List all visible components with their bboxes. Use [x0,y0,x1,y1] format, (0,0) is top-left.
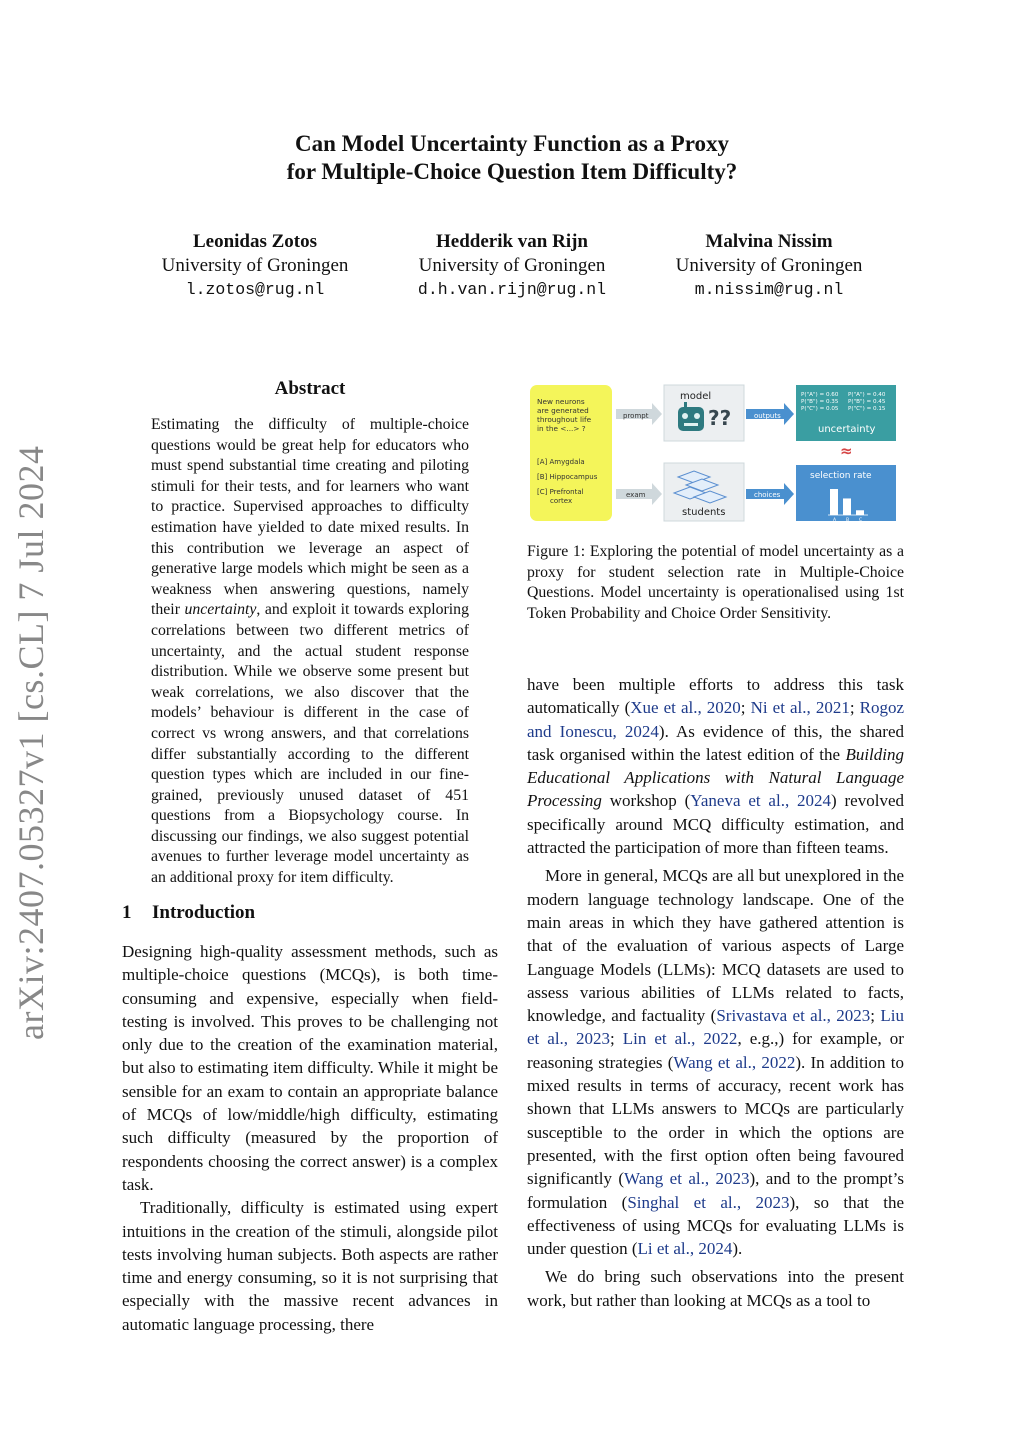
abstract-heading: Abstract [274,378,346,399]
text-run: ). In addition to mixed results in terms of accuracy, recent work has shown that LLMs answers to MCQs are particularly susceptible to the order in which the options are presented, with the first option often being favoured significantly ( [527,1052,904,1189]
author-name: Malvina Nissim [705,231,833,252]
selection-bar-c [856,510,864,515]
paper-title [0,130,1024,186]
exam-label: exam [626,491,646,499]
right-column [527,673,904,1312]
citation-link[interactable]: Wang et al., 2022 [673,1052,796,1072]
answer-options: [A] Amygdala [B] Hippocampus [C] Prefrontal cortex [537,458,598,505]
text-run: ), so that the effectiveness of using MCQs for evaluating LLMs is under question ( [527,1192,905,1259]
bar-label-c: C [859,518,863,523]
text-run: ). [732,1239,743,1259]
arxiv-stamp: arXiv:2407.05327v1 [cs.CL] 7 Jul 2024 [11,445,51,1040]
text-run: have been multiple efforts to address this task automatically ( [527,675,904,718]
model-label: model [680,391,712,402]
text-run: workshop ( [601,791,691,811]
abstract-emphasis: uncertainty [184,601,257,619]
author-block [115,230,395,302]
citation-link[interactable]: Liu et al., 2023 [527,1006,904,1049]
approx-symbol: ≈ [840,442,853,460]
paragraph: We do bring such observations into the present work, but rather than looking at MCQs as a tool to [527,1267,904,1310]
citation-link[interactable]: Singhal et al., 2023 [627,1192,790,1212]
choices-label: choices [754,491,781,499]
prompt-label: prompt [623,412,649,420]
outputs-label: outputs [754,412,781,420]
text-run: ; [740,698,751,718]
selection-bar-b [843,498,851,515]
text-run: ). As evidence of this, the shared task organised within the latest edition of the [527,721,904,764]
author-block [629,230,909,302]
uncertainty-label: uncertainty [818,424,876,435]
citation-link[interactable]: Srivastava et al., 2023 [716,1006,871,1026]
text-run: ; [610,1029,623,1049]
author-affiliation: University of Groningen [418,255,606,276]
probabilities-left: P("A") = 0.60 P("B") = 0.35 P("C") = 0.05 [801,392,839,412]
author-name: Leonidas Zotos [192,231,318,252]
selection-bar-a [830,489,838,515]
text-run: ; [849,698,860,718]
question-text: New neurons are generated throughout life in the <...> ? [537,397,592,433]
author-affiliation: University of Groningen [161,255,349,276]
paragraph: Traditionally, difficulty is estimated using expert intuitions in the creation of the stimuli, alongside pilot tests involving human subjects. Both aspects are rather time and energy consuming, so it is not surprising that especially with the massive recent advances in automatic language processing, there [122,1198,498,1334]
author-email[interactable]: l.zotos@rug.nl [185,280,325,299]
author-email[interactable]: d.h.van.rijn@rug.nl [417,280,607,299]
text-run: , e.g.,) for example, or reasoning strategies ( [527,1029,904,1072]
title-line-2: for Multiple-Choice Question Item Difficulty? [286,159,738,184]
paragraph [527,864,904,1260]
citation-link[interactable]: Xue et al., 2020 [630,698,741,718]
section-number: 1 [122,902,132,923]
author-email[interactable]: m.nissim@rug.nl [694,280,844,299]
author-name: Hedderik van Rijn [435,231,589,252]
question-marks: ?? [708,406,732,430]
workshop-name: Building Educational Applications with Natural Language Processing [527,744,904,811]
abstract-part-b: , and exploit it towards exploring correlations between two different metrics of uncertainty, and the actual student response distribution. While we observe some present but weak correlations, we also discover that the models’ behaviour is different in the case of correct vs wrong answers, and that correlations differ substantially according to the different question types which are included in our fine-grained, previously unused dataset of 451 questions from a Biopsychology course. In discussing our findings, we also suggest potential avenues to further leverage model uncertainty as an additional proxy for item difficulty. [151,601,469,887]
citation-link[interactable]: Rogoz and Ionescu, 2024 [527,698,905,741]
figure-1 [528,381,898,527]
citation-link[interactable]: Ni et al., 2021 [750,698,850,718]
citation-link[interactable]: Yaneva et al., 2024 [690,791,832,811]
figure-caption: Figure 1: Exploring the potential of model uncertainty as a proxy for student selection rate in Multiple-Choice Questions. Model uncertainty is operationalised using 1st Token Probability and Choice Order Sensitivity. [527,543,904,622]
left-column [122,940,498,1336]
text-run: ) revolved specifically around MCQ difficulty estimation, and attracted the participation of more than fifteen teams. [527,791,904,858]
abstract-text [151,415,469,889]
text-run: More in general, MCQs are all but unexplored in the modern language technology landscape. One of the main areas in which they have gathered attention is that of the evaluation of various aspects of Large Language Models (LLMs): MCQ datasets are used to assess various abilities of LLMs related to facts, knowledge, and factuality ( [527,866,904,1026]
text-run: ; [870,1006,881,1026]
title-line-1: Can Model Uncertainty Function as a Proxy [294,131,729,156]
author-affiliation: University of Groningen [675,255,863,276]
citation-link[interactable]: Wang et al., 2023 [624,1169,750,1189]
bar-label-a: A [833,518,837,523]
paragraph: Designing high-quality assessment methods, such as multiple-choice questions (MCQs), is both time-consuming and expensive, especially when field-testing is involved. This proves to be challenging not only due to the creation of the examination material, but also to estimating item difficulty. While it might be sensible for an exam to contain an appropriate balance of MCQs of low/middle/high difficulty, estimating such difficulty (measured by the proportion of respondents choosing the correct answer) is a complex task. [122,942,498,1194]
abstract-part-a: Estimating the difficulty of multiple-choice questions would be great help for educators who must spend substantial time creating and piloting stimuli for their tests, and for learners who want to practice. Supervised approaches to difficulty estimation have yielded to date mixed results. In this contribution we leverage an aspect of generative large models which might be seen as a weakness when answering questions, namely their [151,416,469,619]
bar-label-b: B [846,518,850,523]
section-title: Introduction [152,902,256,923]
students-label: students [682,507,726,518]
paragraph [527,673,904,859]
author-block [372,230,652,302]
selection-rate-label: selection rate [810,471,872,481]
section-heading [122,902,255,924]
text-run: ), and to the prompt’s formulation ( [527,1169,904,1212]
citation-link[interactable]: Li et al., 2024 [637,1239,733,1259]
citation-link[interactable]: Lin et al., 2022 [622,1029,738,1049]
probabilities-right: P("A") = 0.40 P("B") = 0.45 P("C") = 0.15 [848,392,886,412]
